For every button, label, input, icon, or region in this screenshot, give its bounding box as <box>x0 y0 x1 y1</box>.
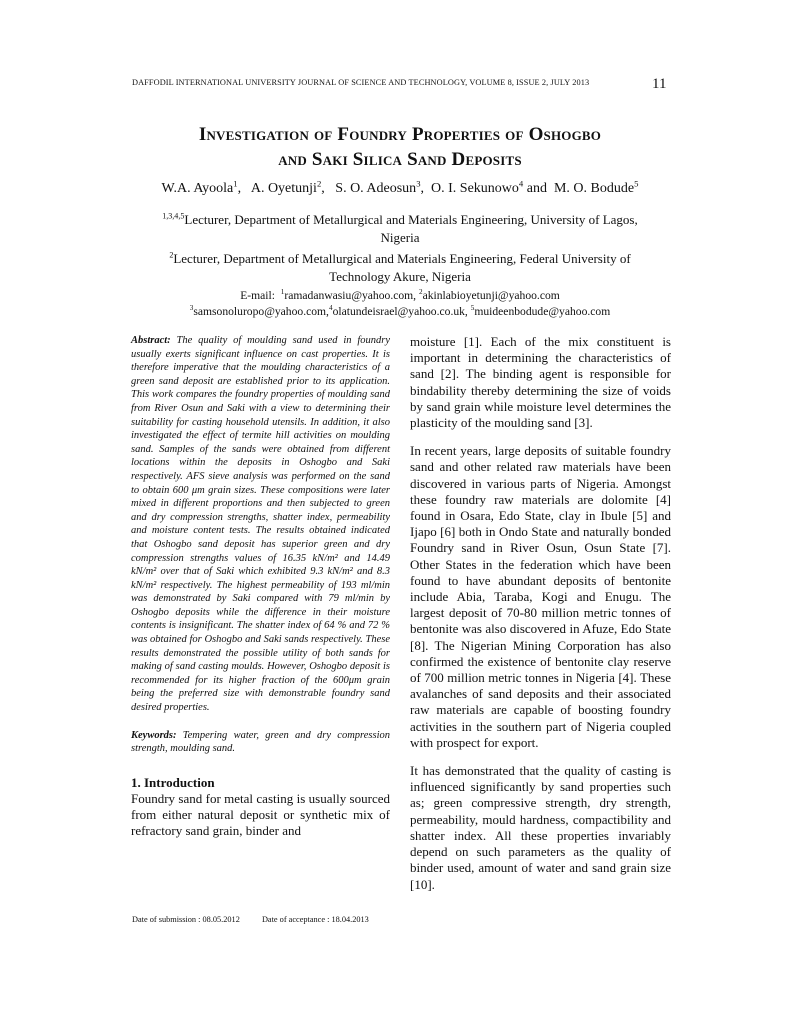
author-sup: 5 <box>634 178 639 189</box>
email-sup: 4 <box>328 304 333 313</box>
author-name: S. O. Adeosun <box>335 181 417 196</box>
email-address: samsonoluropo@yahoo.com, <box>193 305 329 318</box>
affiliation-1 <box>150 211 650 247</box>
intro-paragraph-1-start: Foundry sand for metal casting is usually sourced from either natural deposit or synthetic mix of refractory sand grain, binder and <box>131 790 390 839</box>
keywords <box>131 729 390 756</box>
title-line-1: Investigation of Foundry Properties of Oshogbo <box>198 124 602 145</box>
keywords-label: Keywords: <box>131 729 177 741</box>
author-sup: 2 <box>316 178 322 189</box>
abstract <box>131 334 390 715</box>
email-sup: 1 <box>280 288 285 297</box>
intro-paragraph-1-cont: moisture [1]. Each of the mix constituent is important in determining the characteristics of sand [2]. The binding agent is responsible for bindability thereby determining the size of voids by sand grain while moisture level determines the plasticity of the moulding sand [3]. <box>410 334 671 431</box>
author-list <box>90 178 710 197</box>
abstract-label: Abstract: <box>131 335 171 346</box>
author-sep: , <box>237 181 249 196</box>
author-sup: 1 <box>233 178 238 189</box>
author-name: A. Oyetunji <box>250 181 317 196</box>
email-sup: 5 <box>470 304 475 313</box>
footer-dates <box>132 915 389 924</box>
intro-paragraph-3: It has demonstrated that the quality of casting is influenced significantly by sand properties such as; green compressive strength, dry strength, permeability, mould hardness, compactibility and shatter index. All these properties invariably depend on such parameters as the quality of binder used, amount of water and sand grain size [10]. <box>410 763 671 892</box>
email-label: E-mail: <box>240 289 275 302</box>
section-heading-introduction: 1. Introduction <box>131 774 215 790</box>
email-address: muideenbodude@yahoo.com <box>474 305 611 318</box>
journal-header: DAFFODIL INTERNATIONAL UNIVERSITY JOURNAL OF SCIENCE AND TECHNOLOGY, VOLUME 8, ISSUE 2, JULY 2013 <box>132 78 590 87</box>
author-name: M. O. Bodude <box>553 181 635 196</box>
author-name: O. I. Sekunowo <box>431 181 519 196</box>
email-block <box>100 288 700 320</box>
acceptance-date: Date of acceptance : 18.04.2013 <box>261 915 369 924</box>
author-sep: and <box>523 181 551 196</box>
email-sup: 3 <box>189 304 194 313</box>
email-address: olatundeisrael@yahoo.co.uk, <box>332 305 471 318</box>
author-name: W.A. Ayoola <box>161 181 234 196</box>
author-sep: , <box>321 181 332 196</box>
author-sup: 3 <box>416 178 421 189</box>
affiliation-2 <box>150 250 650 286</box>
email-address: akinlabioyetunji@yahoo.com <box>422 289 560 302</box>
abstract-text: The quality of moulding sand used in foundry usually exerts significant influence on cast properties. It is therefore imperative that the moulding characteristics of a green sand deposit are established prior to its application. This work compares the foundry properties of moulding sand from River Osun and Saki with a view to determining their suitability for casting household utensils. In addition, it also investigated the effect of termite hill activities on moulding sand. Samples of the sands were obtained from different locations within the deposits in Oshogbo and Saki respectively. AFS sieve analysis was performed on the sand to obtain 600 μm grain sizes. These compositions were later mixed in different proportions and then subjected to green and dry compression strengths, shatter index, permeability and moisture content tests. The results obtained indicated that Oshogbo sand deposit has superior green and dry compression strengths values of 16.35 kN/m² and 14.49 kN/m² over that of Saki which exhibited 9.3 kN/m² and 8.3 kN/m² respectively. The highest permeability of 193 ml/min was demonstrated by Saki compared with 79 ml/min by Oshogbo deposits while the difference in their moisture contents is insignificant. The shatter index of 64 % and 72 % was obtained for Oshogbo and Saki sands respectively. These results demonstrated the possible utility of both sands for making of sand casting moulds. However, Oshogbo deposit is recommended for its higher fraction of the 600μm grain being the preferred size with demonstrable foundry sand desired properties. <box>131 335 390 714</box>
submission-date: Date of submission : 08.05.2012 <box>132 915 240 924</box>
left-column <box>131 334 390 851</box>
email-sup: 2 <box>418 288 423 297</box>
keywords-text: Tempering water, green and dry compression strength, moulding sand. <box>131 729 390 755</box>
email-line-1 <box>100 288 700 304</box>
affiliation-2-sup: 2 <box>169 250 174 260</box>
email-address: ramadanwasiu@yahoo.com, <box>284 289 419 302</box>
email-line-2 <box>100 304 700 320</box>
affiliation-1-text: Lecturer, Department of Metallurgical and Materials Engineering, University of Lagos, Nigeria <box>184 212 638 245</box>
page-number: 11 <box>652 76 667 92</box>
paper-title <box>90 122 710 172</box>
author-sup: 4 <box>518 178 524 189</box>
right-column <box>410 334 671 905</box>
intro-paragraph-2: In recent years, large deposits of suitable foundry sand and other related raw materials have been discovered in various parts of Nigeria. Amongst these foundry raw materials are dolomite [4] found in Osara, Edo State, clay in Ibule [5] and Ijapo [6] both in Ondo State and naturally bonded Foundry sand in River Osun, Osun State [7]. Other States in the federation which have been found to have abundant deposits of bentonite include Abia, Taraba, Kogi and Enugu. The largest deposit of 70-80 million metric tonnes of bentonite was also discovered in Afuze, Edo State [8]. The Nigerian Mining Corporation has also confirmed the existence of bentonite clay reserve of 700 million metric tonnes in Nigeria [4]. These avalanches of sand deposits and their associated raw materials are capable of boosting foundry activities in the southern part of Nigeria coupled with prospect for export. <box>410 443 671 750</box>
author-sep: , <box>420 181 428 196</box>
title-line-2: and Saki Silica Sand Deposits <box>278 149 522 170</box>
affiliation-2-text: Lecturer, Department of Metallurgical and Materials Engineering, Federal University of Technology Akure, Nigeria <box>173 251 631 284</box>
affiliation-1-sup: 1,3,4,5 <box>162 211 185 221</box>
